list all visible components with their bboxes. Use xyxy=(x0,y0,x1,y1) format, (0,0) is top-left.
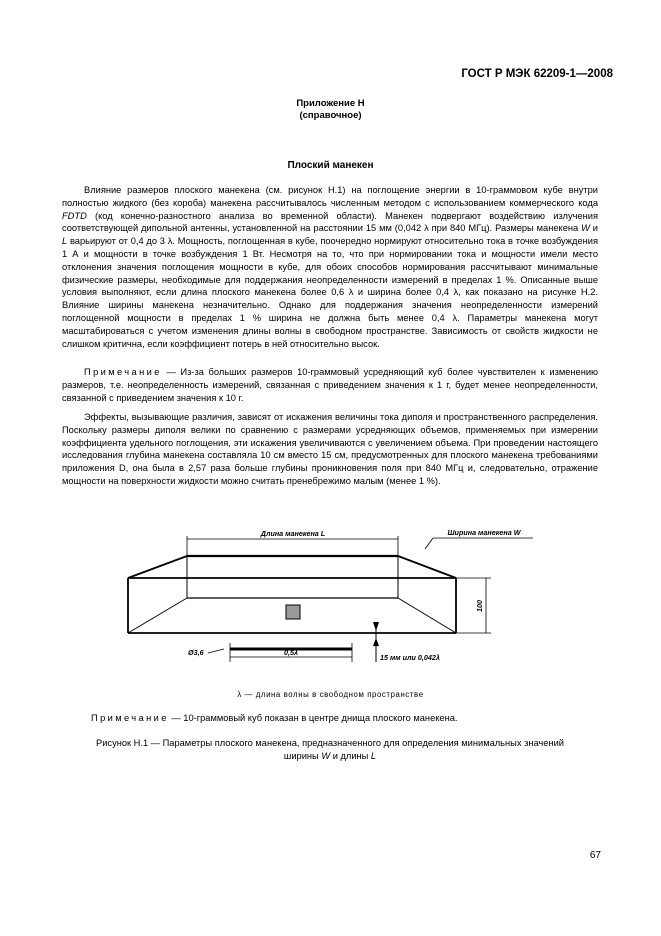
figure-caption-w: W xyxy=(321,750,331,761)
figure-caption xyxy=(62,737,598,763)
page-number: 67 xyxy=(589,850,601,861)
paragraph-1-part-4: варьируют от 0,4 до 3 λ. Мощность, поглощенная в кубе, поочередно нормируют относительно тока в точке возбуждения 1 А и мощности в точке возбуждения 1 Вт. Несмотря на то, что при нормировании тока и мощности имели место отклонения значения поглощения мощности в кубе, для обоих способов нормирования рассчитывают минимальные физические размеры, необходимые для поддержания неопределенности измерений в пределах 1 %. Описанные выше условия выполняют, если длина плоского манекена более 0,6 λ и ширина более 0,4 λ, как показано на рисунке Н.2. Влияние ширины манекена незначительно. Однако для поддержания значения неопределенности измерений поглощенной мощности в пределах 1 % ширина не должна быть менее 0,4 λ. Параметры манекена могут масштабироваться с учетом изменения длины волны в свободном пространстве. Зависимость от свойств жидкости не слишком критична, если коэффициент потерь в ней относительно высок. xyxy=(62,236,598,349)
note-1-text: — Из-за больших размеров 10-граммовый усредняющий куб более чувствителен к изменению размеров, т.е. неопределенность измерений, связанная с приведением значения к 1 г, будет менее неопределенности, связанной с приведением значения к 10 г. xyxy=(62,367,598,403)
section-title: Плоский манекен xyxy=(287,160,374,171)
height-label: 100 xyxy=(475,600,484,612)
dipole-length-label: 0,5λ xyxy=(284,648,298,657)
phantom-bottom-right-edge xyxy=(398,598,456,633)
note-2-label: Примечание xyxy=(91,713,169,723)
width-label: Ширина манекена W xyxy=(447,528,521,537)
paragraph-1-part-2: (код конечно-разностного анализа во временной области). Манекен подвергают воздействию излучения соответствующей дипольной антенны, установленной на расстоянии 15 мм (0,042 λ при 840 МГц). Размеры манекена xyxy=(62,210,598,234)
distance-label: 15 мм или 0,042λ xyxy=(380,653,440,662)
length-label: Длина манекена L xyxy=(260,529,326,538)
diameter-leader-line xyxy=(208,649,224,653)
phantom-top-left-edge xyxy=(128,556,187,578)
note-2 xyxy=(91,713,457,723)
figure-caption-l: L xyxy=(370,750,377,761)
figure-caption-line-2 xyxy=(62,750,598,763)
fdtd-term: FDTD xyxy=(62,210,87,221)
appendix-title: Приложение Н xyxy=(296,98,365,109)
phantom-bottom-left-edge xyxy=(128,598,187,633)
document-standard-header: ГОСТ Р МЭК 62209-1—2008 xyxy=(461,68,613,80)
note-2-text: — 10-граммовый куб показан в центре днища плоского манекена. xyxy=(168,713,458,723)
figure-caption-line-1: Рисунок Н.1 — Параметры плоского манекена, предназначенного для определения минимальных значений xyxy=(96,738,564,748)
symbol-w: W xyxy=(581,223,590,234)
lambda-caption: λ — длина волны в свободном пространстве xyxy=(237,690,424,699)
distance-arrow-down xyxy=(373,622,379,631)
appendix-type: (справочное) xyxy=(299,110,362,121)
figure-caption-part-a: ширины xyxy=(283,750,322,761)
paragraph-1-part-3: и xyxy=(589,223,599,234)
paragraph-2-text: Эффекты, вызывающие различия, зависят от искажения величины тока диполя и пространственного распределения. Поскольку размеры диполя велики по сравнению с размерами усредняющих объемов, применяемых при измерении коэффициента удельного поглощения, эти искажения увеличиваются с увеличением объема. При проведении настоящего исследования глубина манекена составляла 10 см вместо 15 см, предусмотренных для плоского манекена требованиями приложения D, она была в 2,57 раза больше глубины проникновения поля при 840 МГц и, следовательно, отражение мощности на поверхности жидкости можно считать пренебрежимо малым (менее 1 %). xyxy=(62,412,598,486)
figure-caption-part-b: и длины xyxy=(330,750,371,761)
distance-arrow-up xyxy=(373,638,379,646)
symbol-l: L xyxy=(62,236,68,247)
paragraph-1-part-1: Влияние размеров плоского манекена (см. рисунок Н.1) на поглощение энергии в 10-граммовом кубе внутри полностью жидкого (без короба) манекена рассчитывалось численным методом с использованием коммерческого кода xyxy=(62,185,598,208)
phantom-top-right-edge xyxy=(398,556,456,578)
note-1-label: Примечание xyxy=(84,367,162,377)
10g-cube xyxy=(286,605,300,619)
diameter-label: Ø3,6 xyxy=(188,648,204,657)
width-leader-line xyxy=(425,538,433,549)
